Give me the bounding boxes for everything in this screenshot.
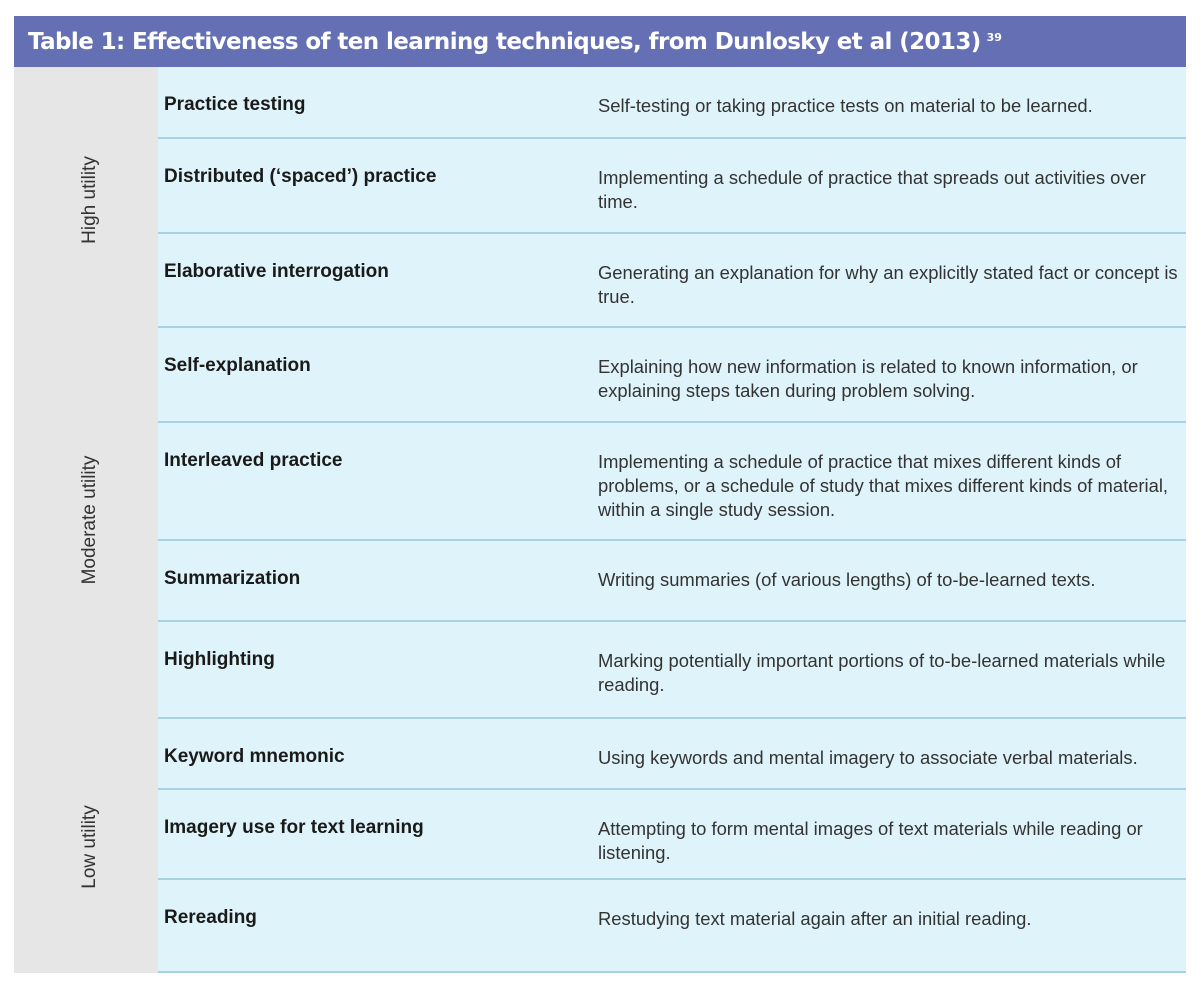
technique-name: Interleaved practice (164, 450, 343, 471)
technique-name: Summarization (164, 568, 301, 589)
technique-name: Elaborative interrogation (164, 261, 389, 282)
technique-description: Using keywords and mental imagery to associate verbal materials. (598, 747, 1138, 768)
utility-label-low: Low utility (79, 805, 100, 889)
table-row (158, 234, 1186, 328)
technique-description: Restudying text material again after an initial reading. (598, 908, 1032, 929)
table-row (158, 622, 1186, 719)
table-row (158, 423, 1186, 541)
table-title: Table 1: Effectiveness of ten learning techniques, from Dunlosky et al (2013) (28, 28, 981, 55)
table-row (158, 719, 1186, 790)
utility-label-high: High utility (79, 156, 100, 244)
technique-description: Generating an explanation for why an explicitly stated fact or concept is true. (598, 262, 1178, 307)
technique-description: Marking potentially important portions of to-be-learned materials while reading. (598, 650, 1166, 695)
technique-description: Implementing a schedule of practice that mixes different kinds of problems, or a schedule of study that mixes different kinds of material, within a single study session. (598, 451, 1169, 520)
technique-name: Self-explanation (164, 355, 311, 376)
technique-name: Practice testing (164, 94, 306, 115)
table-title-bar (14, 16, 1186, 67)
table-row (158, 139, 1186, 234)
table-row (158, 67, 1186, 139)
technique-description: Attempting to form mental images of text materials while reading or listening. (598, 818, 1143, 863)
table-row (158, 328, 1186, 423)
technique-description: Implementing a schedule of practice that spreads out activities over time. (598, 167, 1146, 212)
technique-name: Highlighting (164, 649, 275, 670)
table-title-reference: 39 (986, 31, 1002, 44)
technique-description: Explaining how new information is related to known information, or explaining steps taken during problem solving. (598, 356, 1138, 401)
technique-description: Writing summaries (of various lengths) of to-be-learned texts. (598, 569, 1096, 590)
technique-name: Rereading (164, 907, 257, 928)
table-row (158, 790, 1186, 880)
technique-name: Distributed (‘spaced’) practice (164, 166, 437, 187)
technique-name: Keyword mnemonic (164, 746, 345, 767)
table-row (158, 880, 1186, 973)
utility-label-moderate: Moderate utility (79, 455, 100, 585)
technique-description: Self-testing or taking practice tests on material to be learned. (598, 95, 1093, 116)
table-row (158, 541, 1186, 622)
technique-name: Imagery use for text learning (164, 817, 424, 838)
